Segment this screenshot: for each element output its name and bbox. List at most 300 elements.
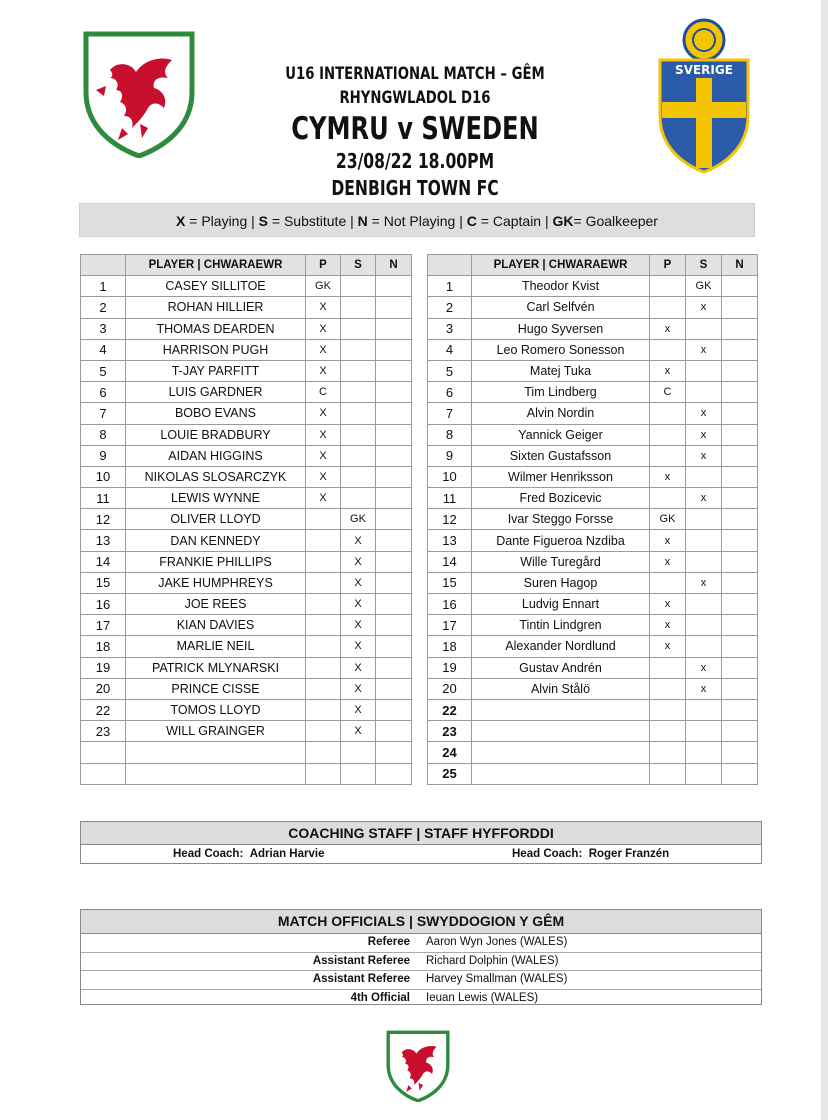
shirt-number: 5 (428, 360, 472, 381)
playing-mark: C (306, 382, 341, 403)
playing-mark: X (306, 297, 341, 318)
substitute-mark (341, 297, 376, 318)
playing-mark: x (650, 615, 686, 636)
shirt-number: 10 (81, 466, 126, 487)
substitute-mark (341, 445, 376, 466)
player-name: Wille Turegård (472, 551, 650, 572)
table-row (81, 403, 412, 424)
shirt-number: 15 (81, 572, 126, 593)
table-header-row (428, 255, 758, 276)
shirt-number: 14 (81, 551, 126, 572)
substitute-mark (686, 615, 722, 636)
player-name: AIDAN HIGGINS (126, 445, 306, 466)
playing-mark (650, 572, 686, 593)
substitute-header: S (341, 255, 376, 276)
not-playing-mark (376, 297, 412, 318)
coaching-staff-title: COACHING STAFF | STAFF HYFFORDDI (81, 822, 761, 845)
not-playing-mark (376, 657, 412, 678)
playing-mark (306, 615, 341, 636)
not-playing-mark (722, 360, 758, 381)
table-row (81, 318, 412, 339)
playing-mark (306, 657, 341, 678)
playing-mark (650, 424, 686, 445)
not-playing-mark (722, 530, 758, 551)
substitute-mark (686, 721, 722, 742)
shirt-number: 16 (81, 594, 126, 615)
not-playing-mark (722, 721, 758, 742)
shirt-number: 23 (428, 721, 472, 742)
shirt-number: 6 (81, 382, 126, 403)
table-row (428, 763, 758, 784)
player-name: Carl Selfvén (472, 297, 650, 318)
playing-mark: X (306, 360, 341, 381)
legend-x-key: X (176, 213, 186, 229)
substitute-mark (341, 382, 376, 403)
legend-n-key: N (357, 213, 368, 229)
playing-mark: x (650, 594, 686, 615)
playing-mark (306, 721, 341, 742)
shirt-number: 6 (428, 382, 472, 403)
official-row (81, 971, 761, 990)
number-header (428, 255, 472, 276)
substitute-mark: x (686, 657, 722, 678)
player-name: PATRICK MLYNARSKI (126, 657, 306, 678)
shirt-number: 5 (81, 360, 126, 381)
playing-mark (306, 699, 341, 720)
player-name: THOMAS DEARDEN (126, 318, 306, 339)
shirt-number: 15 (428, 572, 472, 593)
substitute-mark (341, 488, 376, 509)
playing-mark (650, 721, 686, 742)
substitute-mark (341, 742, 376, 763)
substitute-mark: GK (686, 276, 722, 297)
shirt-number: 1 (81, 276, 126, 297)
player-name: Sixten Gustafsson (472, 445, 650, 466)
official-row (81, 990, 761, 1008)
table-row (81, 382, 412, 403)
coach-row (81, 845, 761, 864)
substitute-header: S (686, 255, 722, 276)
substitute-mark: X (341, 657, 376, 678)
not-playing-mark (722, 403, 758, 424)
wales-crest-icon (82, 30, 196, 158)
not-playing-mark (376, 615, 412, 636)
not-playing-mark (376, 488, 412, 509)
player-name: LEWIS WYNNE (126, 488, 306, 509)
shirt-number: 8 (428, 424, 472, 445)
player-name: Leo Romero Sonesson (472, 339, 650, 360)
playing-mark: GK (306, 276, 341, 297)
table-row (81, 551, 412, 572)
substitute-mark (341, 339, 376, 360)
player-name: T-JAY PARFITT (126, 360, 306, 381)
shirt-number (81, 763, 126, 784)
playing-mark (306, 530, 341, 551)
page-edge-shadow (821, 0, 828, 1120)
shirt-number: 3 (81, 318, 126, 339)
shirt-number: 9 (428, 445, 472, 466)
playing-mark: x (650, 636, 686, 657)
official-role: 4th Official (350, 991, 410, 1004)
footer-wales-crest-icon (385, 1030, 451, 1102)
wales-coach-name: Adrian Harvie (249, 848, 325, 860)
sweden-badge-text: SVERIGE (675, 63, 733, 77)
shirt-number: 19 (428, 657, 472, 678)
table-row (81, 763, 412, 784)
substitute-mark: x (686, 445, 722, 466)
not-playing-mark (722, 572, 758, 593)
playing-mark: GK (650, 509, 686, 530)
player-header: PLAYER | CHWARAEWR (126, 255, 306, 276)
substitute-mark: X (341, 572, 376, 593)
shirt-number: 11 (428, 488, 472, 509)
not-playing-mark (376, 742, 412, 763)
player-name (126, 763, 306, 784)
not-playing-mark (376, 678, 412, 699)
playing-mark (650, 339, 686, 360)
substitute-mark (686, 594, 722, 615)
legend-gk-text: = Goalkeeper (573, 213, 658, 229)
substitute-mark: x (686, 488, 722, 509)
official-name: Aaron Wyn Jones (WALES) (426, 936, 568, 948)
not-playing-mark (376, 594, 412, 615)
substitute-mark (341, 276, 376, 297)
table-row (428, 678, 758, 699)
substitute-mark: X (341, 551, 376, 572)
playing-mark: X (306, 445, 341, 466)
sweden-head-coach (512, 848, 669, 860)
not-playing-mark (722, 699, 758, 720)
shirt-number: 7 (428, 403, 472, 424)
table-header-row (81, 255, 412, 276)
wales-coach-label: Head Coach: (173, 848, 244, 860)
legend-c-key: C (466, 213, 477, 229)
shirt-number: 9 (81, 445, 126, 466)
player-name: DAN KENNEDY (126, 530, 306, 551)
player-name: JAKE HUMPHREYS (126, 572, 306, 593)
playing-mark (306, 594, 341, 615)
player-name: Yannick Geiger (472, 424, 650, 445)
shirt-number: 10 (428, 466, 472, 487)
table-row (428, 276, 758, 297)
playing-mark: X (306, 318, 341, 339)
shirt-number: 12 (428, 509, 472, 530)
not-playing-mark (722, 297, 758, 318)
substitute-mark (686, 360, 722, 381)
table-row (81, 572, 412, 593)
legend-s-text: = Substitute | (268, 213, 358, 229)
official-row (81, 934, 761, 953)
playing-mark (650, 445, 686, 466)
player-name: CASEY SILLITOE (126, 276, 306, 297)
shirt-number: 4 (81, 339, 126, 360)
substitute-mark: X (341, 678, 376, 699)
table-row (428, 360, 758, 381)
player-name: Alvin Stålö (472, 678, 650, 699)
table-row (81, 530, 412, 551)
player-name: Gustav Andrén (472, 657, 650, 678)
official-name: Ieuan Lewis (WALES) (426, 991, 539, 1004)
table-row (428, 742, 758, 763)
substitute-mark (686, 763, 722, 784)
playing-mark: x (650, 530, 686, 551)
table-row (81, 721, 412, 742)
player-name: Alexander Nordlund (472, 636, 650, 657)
match-datetime: 23/08/22 18.00PM (335, 149, 495, 173)
shirt-number: 24 (428, 742, 472, 763)
playing-header: P (650, 255, 686, 276)
official-name: Harvey Smallman (WALES) (426, 973, 568, 985)
player-name: LUIS GARDNER (126, 382, 306, 403)
table-row (428, 297, 758, 318)
official-name: Richard Dolphin (WALES) (426, 954, 559, 967)
not-playing-mark (722, 318, 758, 339)
playing-mark (650, 276, 686, 297)
sweden-coach-name: Roger Franzén (588, 848, 670, 860)
player-name: Suren Hagop (472, 572, 650, 593)
shirt-number (81, 742, 126, 763)
player-name (472, 699, 650, 720)
wales-squad-table (80, 254, 412, 785)
playing-mark (650, 297, 686, 318)
not-playing-mark (722, 424, 758, 445)
not-playing-mark (722, 276, 758, 297)
shirt-number: 4 (428, 339, 472, 360)
player-name: Fred Bozicevic (472, 488, 650, 509)
table-row (81, 636, 412, 657)
official-role: Assistant Referee (312, 973, 410, 985)
not-playing-mark (722, 742, 758, 763)
playing-mark: x (650, 551, 686, 572)
player-name: FRANKIE PHILLIPS (126, 551, 306, 572)
not-playing-mark (376, 551, 412, 572)
not-playing-mark (376, 360, 412, 381)
not-playing-mark (376, 509, 412, 530)
table-row (428, 424, 758, 445)
shirt-number: 25 (428, 763, 472, 784)
not-playing-mark (376, 530, 412, 551)
substitute-mark: X (341, 721, 376, 742)
playing-mark: x (650, 318, 686, 339)
substitute-mark: X (341, 530, 376, 551)
playing-header: P (306, 255, 341, 276)
playing-mark (306, 509, 341, 530)
player-name (472, 742, 650, 763)
playing-mark: X (306, 466, 341, 487)
shirt-number: 22 (428, 699, 472, 720)
playing-mark: C (650, 382, 686, 403)
substitute-mark (686, 466, 722, 487)
substitute-mark: X (341, 615, 376, 636)
not-playing-mark (722, 488, 758, 509)
substitute-mark (686, 509, 722, 530)
table-row (81, 678, 412, 699)
match-subtitle: U16 INTERNATIONAL MATCH – GÊM RHYNGWLADOL D16 (285, 64, 545, 108)
legend-c-text: = Captain | (476, 213, 553, 229)
shirt-number: 1 (428, 276, 472, 297)
not-playing-mark (376, 763, 412, 784)
playing-mark: X (306, 488, 341, 509)
table-row (428, 488, 758, 509)
substitute-mark (686, 551, 722, 572)
playing-mark (306, 572, 341, 593)
player-name: PRINCE CISSE (126, 678, 306, 699)
substitute-mark (341, 763, 376, 784)
shirt-number: 3 (428, 318, 472, 339)
table-row (428, 699, 758, 720)
playing-mark (306, 551, 341, 572)
substitute-mark (686, 742, 722, 763)
player-name: OLIVER LLOYD (126, 509, 306, 530)
shirt-number: 13 (81, 530, 126, 551)
sweden-coach-label: Head Coach: (512, 848, 583, 860)
playing-mark: x (650, 466, 686, 487)
substitute-mark: x (686, 297, 722, 318)
shirt-number: 14 (428, 551, 472, 572)
legend-s-key: S (258, 213, 269, 229)
match-header (247, 62, 582, 202)
sweden-crest-icon (654, 16, 754, 176)
table-row (81, 699, 412, 720)
official-row (81, 953, 761, 972)
shirt-number: 8 (81, 424, 126, 445)
playing-mark (306, 742, 341, 763)
legend-bar (79, 203, 755, 237)
wales-head-coach (173, 848, 324, 860)
not-playing-mark (376, 572, 412, 593)
table-row (428, 339, 758, 360)
not-playing-header: N (722, 255, 758, 276)
not-playing-mark (722, 763, 758, 784)
substitute-mark (686, 636, 722, 657)
player-name: KIAN DAVIES (126, 615, 306, 636)
table-row (428, 572, 758, 593)
substitute-mark: x (686, 678, 722, 699)
table-row (81, 742, 412, 763)
player-name: NIKOLAS SLOSARCZYK (126, 466, 306, 487)
table-row (428, 530, 758, 551)
table-row (428, 721, 758, 742)
substitute-mark: X (341, 699, 376, 720)
table-row (81, 466, 412, 487)
playing-mark (650, 699, 686, 720)
legend-gk-key: GK (552, 213, 574, 229)
shirt-number: 2 (81, 297, 126, 318)
not-playing-mark (722, 339, 758, 360)
player-name: Dante Figueroa Nzdiba (472, 530, 650, 551)
table-row (428, 466, 758, 487)
substitute-mark (686, 318, 722, 339)
match-venue: DENBIGH TOWN FC (331, 176, 499, 200)
playing-mark (650, 763, 686, 784)
not-playing-mark (722, 678, 758, 699)
not-playing-mark (376, 382, 412, 403)
player-name: Ludvig Ennart (472, 594, 650, 615)
not-playing-mark (722, 594, 758, 615)
shirt-number: 2 (428, 297, 472, 318)
official-role: Assistant Referee (312, 954, 410, 967)
substitute-mark (686, 382, 722, 403)
not-playing-mark (722, 657, 758, 678)
not-playing-mark (376, 276, 412, 297)
not-playing-mark (376, 445, 412, 466)
substitute-mark: X (341, 636, 376, 657)
playing-mark (306, 763, 341, 784)
shirt-number: 19 (81, 657, 126, 678)
player-name: TOMOS LLOYD (126, 699, 306, 720)
substitute-mark: x (686, 403, 722, 424)
shirt-number: 12 (81, 509, 126, 530)
substitute-mark (686, 530, 722, 551)
player-name: LOUIE BRADBURY (126, 424, 306, 445)
substitute-mark (341, 424, 376, 445)
playing-mark (650, 488, 686, 509)
not-playing-mark (722, 551, 758, 572)
player-name: MARLIE NEIL (126, 636, 306, 657)
playing-mark: X (306, 403, 341, 424)
not-playing-mark (722, 382, 758, 403)
sweden-squad-table (427, 254, 758, 785)
substitute-mark (341, 466, 376, 487)
table-row (81, 276, 412, 297)
table-row (428, 509, 758, 530)
not-playing-mark (376, 721, 412, 742)
player-name: Theodor Kvist (472, 276, 650, 297)
playing-mark: X (306, 339, 341, 360)
table-row (81, 424, 412, 445)
not-playing-mark (376, 636, 412, 657)
player-name: Hugo Syversen (472, 318, 650, 339)
player-name: Tim Lindberg (472, 382, 650, 403)
number-header (81, 255, 126, 276)
player-name: Ivar Steggo Forsse (472, 509, 650, 530)
not-playing-mark (722, 615, 758, 636)
table-row (428, 318, 758, 339)
player-header: PLAYER | CHWARAEWR (472, 255, 650, 276)
coaching-staff-box (80, 821, 762, 864)
not-playing-mark (376, 466, 412, 487)
legend-n-text: = Not Playing | (367, 213, 467, 229)
player-name: HARRISON PUGH (126, 339, 306, 360)
shirt-number: 17 (428, 615, 472, 636)
substitute-mark: x (686, 424, 722, 445)
player-name (126, 742, 306, 763)
shirt-number: 18 (81, 636, 126, 657)
player-name: Wilmer Henriksson (472, 466, 650, 487)
substitute-mark: x (686, 339, 722, 360)
table-row (428, 657, 758, 678)
not-playing-mark (722, 636, 758, 657)
table-row (81, 488, 412, 509)
table-row (81, 615, 412, 636)
substitute-mark (341, 360, 376, 381)
shirt-number: 22 (81, 699, 126, 720)
not-playing-mark (376, 403, 412, 424)
player-name (472, 763, 650, 784)
player-name: WILL GRAINGER (126, 721, 306, 742)
table-row (428, 615, 758, 636)
substitute-mark: GK (341, 509, 376, 530)
not-playing-mark (722, 509, 758, 530)
table-row (428, 403, 758, 424)
table-row (428, 382, 758, 403)
not-playing-mark (376, 339, 412, 360)
shirt-number: 11 (81, 488, 126, 509)
not-playing-mark (722, 466, 758, 487)
table-row (428, 594, 758, 615)
player-name: BOBO EVANS (126, 403, 306, 424)
table-row (81, 509, 412, 530)
